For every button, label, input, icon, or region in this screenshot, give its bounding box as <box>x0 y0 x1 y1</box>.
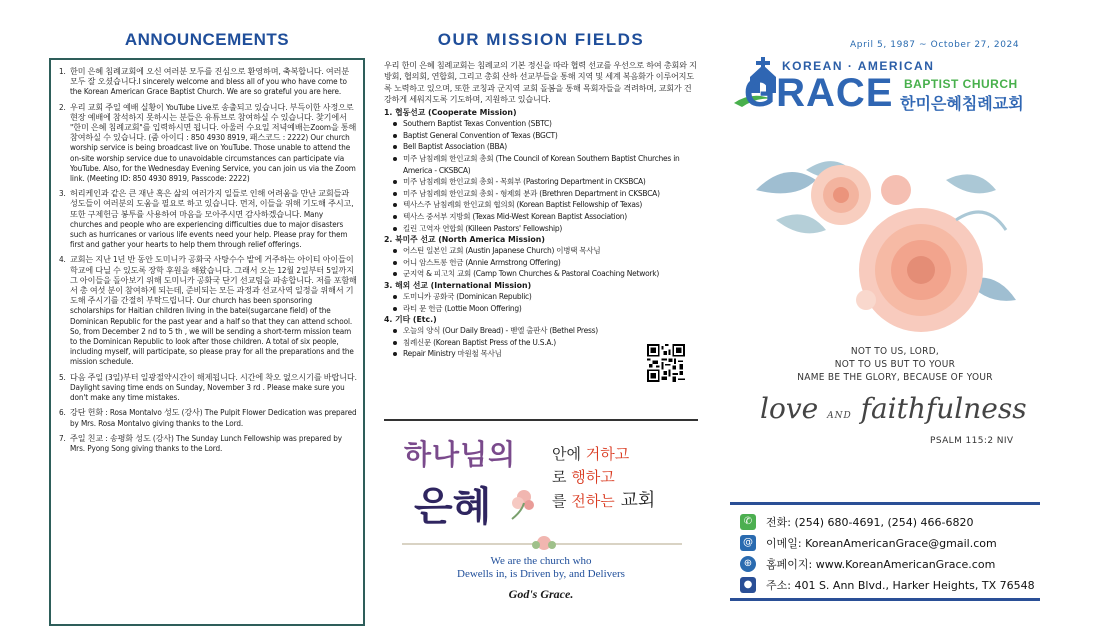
announcements-section <box>49 30 365 626</box>
mission-list-item: 도미니카 공화국 (Dominican Republic) <box>384 291 698 303</box>
mission-list-item: 텍사스주 남침례회 한인교회 협의회 (Korean Baptist Fellowship of Texas) <box>384 199 698 211</box>
announcement-item <box>59 188 357 249</box>
mission-list-item: 미주 남침례회 한인교회 총회 - 형제회 분과 (Brethren Department in CKSBCA) <box>384 188 698 200</box>
announcement-item <box>59 433 357 453</box>
contact-address <box>740 574 1040 595</box>
contact-web <box>740 553 1040 574</box>
contact-phone <box>740 511 1040 532</box>
announcement-number: 7. <box>59 432 66 443</box>
phone-icon: ✆ <box>740 514 756 530</box>
grace-english-text: We are the church who Dewells in, is Driven by, and Delivers <box>457 555 625 580</box>
mission-list-item: 오늘의 양식 (Our Daily Bread) - 벧엘 출판사 (Bethel Press) <box>384 325 698 337</box>
mission-section-title: 4. 기타 (Etc.) <box>384 315 437 325</box>
mission-list <box>384 245 698 280</box>
slogan-line-1: 안에 거하고 <box>552 445 630 463</box>
verse-reference: PSALM 115:2 NIV <box>930 436 1014 446</box>
mission-list-item: 킬린 고역자 연합회 (Killeen Pastors' Fellowship) <box>384 223 698 235</box>
mission-list-item: 군지역 & 피고치 교회 (Camp Town Churches & Pastoral Coaching Network) <box>384 268 698 280</box>
contact-address-text: 주소: 401 S. Ann Blvd., Harker Heights, TX 76548 <box>766 578 1035 592</box>
web-icon: ⊕ <box>740 556 756 572</box>
verse-love-faithfulness: love AND faithfulness <box>760 392 1027 425</box>
slogan-line-3: 를 전하는 교회 <box>552 490 656 511</box>
mission-list-item: 침례신문 (Korean Baptist Press of the U.S.A.) <box>384 337 698 349</box>
announcements-list <box>59 66 357 453</box>
email-icon: @ <box>740 535 756 551</box>
announcement-item <box>59 407 357 427</box>
mission-list-item: Bell Baptist Association (BBA) <box>384 141 698 153</box>
grace-graphic <box>384 425 698 615</box>
church-logo <box>732 55 1042 125</box>
mission-section <box>384 30 698 360</box>
announcement-number: 1. <box>59 66 66 76</box>
church-dates: April 5, 1987 ~ October 27, 2024 <box>850 40 1020 50</box>
grace-slogans <box>552 443 655 513</box>
announcement-number: 3. <box>59 188 66 199</box>
mission-list <box>384 291 698 314</box>
mission-list-item: 라티 문 헌금 (Lottie Moon Offering) <box>384 303 698 315</box>
announcement-text: 다음 주일 (3일)부터 일광절약시간이 해제됩니다. 시간에 착오 없으시기를 바랍니다. Daylight saving time ends on Sunday, November 3 rd . Please make sure you don't make any time mistakes. <box>70 371 357 403</box>
announcements-heading: ANNOUNCEMENTS <box>124 30 290 49</box>
flower-sprig-icon <box>504 483 544 523</box>
grace-english-tagline: God's Grace. <box>508 587 574 601</box>
announcements-box <box>49 58 365 626</box>
mission-list-item: Baptist General Convention of Texas (BGCT) <box>384 130 698 142</box>
verse-line-1: NOT TO US, LORD, <box>850 346 940 357</box>
logo-grace: GRACE <box>744 71 894 115</box>
announcement-number: 4. <box>59 254 66 265</box>
mission-list-item: 어니 암스트롱 헌금 (Annie Armstrong Offering) <box>384 257 698 269</box>
flower-garland-icon <box>514 533 574 553</box>
contact-phone-text: 전화: (254) 680-4691, (254) 466-6820 <box>766 515 974 529</box>
announcement-text: 한미 은혜 침례교회에 오신 여러분 모두를 진심으로 환영하며, 축복합니다. 여러분 모두 잘 오셨습니다.I sincerely welcome and bless all of you who have come to the Korean American Grace Baptist Church. We are so grateful you are here. <box>70 66 350 97</box>
announcement-item <box>59 66 357 97</box>
mission-section-title: 3. 해외 선교 (International Mission) <box>384 280 532 290</box>
contact-divider-top <box>730 502 1040 505</box>
announcement-item <box>59 102 357 184</box>
qr-code <box>647 344 685 382</box>
slogan-line-2: 로 행하고 <box>552 468 615 486</box>
logo-korean-american: KOREAN · AMERICAN <box>782 59 935 73</box>
logo-baptist-church: BAPTIST CHURCH <box>904 77 1018 91</box>
mission-list-item: 텍사스 중서부 지방회 (Texas Mid-West Korean Baptist Association) <box>384 211 698 223</box>
mission-heading: OUR MISSION FIELDS <box>437 30 645 49</box>
announcement-item <box>59 254 357 366</box>
bible-verse <box>750 345 1040 384</box>
location-icon: ● <box>740 577 756 593</box>
announcement-text: 교회는 지난 1년 반 동안 도미니카 공화국 사탕수수 밭에 거주하는 아이티 아이들이 학교에 다닐 수 있도록 장학 후원을 해왔습니다. 그래서 오는 12월 2일부터 5일까지 그 아이들을 돌아보기 위해 도미니카 공화국 단기 선교팀을 파송합니다. 저를 포함해서 총 여섯 분이 참여하게 되는데, 준비되는 모든 과정과 선교사역 일정을 위해서 기도해 주시기를 간절히 부탁드립니다. Our church has been sponsoring scholarships for Haitian children living in the batei(sugarcane field) of the Dominican Republic for the past year and a half so that they can attend school. So, from December 2 nd to 5 th , we will be sending a short-term mission team to the Dominican Republic to look after those children. A total of six people, including myself, will participate, so please pray for all the preparations and the mission schedule. <box>70 254 357 367</box>
announcement-item <box>59 372 357 403</box>
announcement-number: 2. <box>59 101 66 112</box>
announcement-number: 5. <box>59 371 66 382</box>
verse-line-3: NAME BE THE GLORY, BECAUSE OF YOUR <box>797 372 993 383</box>
mission-list-item: Repair Ministry 마원철 목사님 <box>384 348 698 360</box>
verse-line-2: NOT TO US BUT TO YOUR <box>834 359 956 370</box>
contact-email <box>740 532 1040 553</box>
grace-title-korean: 하나님의 <box>404 438 517 471</box>
contact-email-text[interactable]: 이메일: KoreanAmericanGrace@gmail.com <box>766 536 997 550</box>
announcement-number: 6. <box>59 407 66 418</box>
contact-divider-bottom <box>730 598 1040 601</box>
grace-title-korean-2: 은혜 <box>414 483 492 530</box>
mission-sections <box>384 107 698 360</box>
mission-list-item: 미주 남침례회 한인교회 총회 (The Council of Korean Southern Baptist Churches in America - CKSBCA) <box>384 153 698 176</box>
contact-info <box>740 511 1040 595</box>
mission-list <box>384 118 698 234</box>
mission-section-title: 2. 북미주 선교 (North America Mission) <box>384 235 545 245</box>
logo-korean-name: 한미은혜침례교회 <box>900 94 1024 113</box>
contact-web-text[interactable]: 홈페이지: www.KoreanAmericanGrace.com <box>766 557 996 571</box>
mission-list-item: Southern Baptist Texas Convention (SBTC) <box>384 118 698 130</box>
announcement-text: 강단 헌화 : Rosa Montalvo 성도 (강사) The Pulpit Flower Dedication was prepared by Mrs. Rosa Montalvo giving thanks to the Lord. <box>70 407 357 428</box>
mission-section-title: 1. 협동선교 (Cooperate Mission) <box>384 108 517 118</box>
mission-list-item: 어스틴 일본인 교회 (Austin Japanese Church) 이병택 목사님 <box>384 245 698 257</box>
announcement-text: 허리케인과 같은 큰 재난 혹은 삶의 여러가지 일들로 인해 어려움을 만난 교회들과 성도들이 여러분의 도움을 필요로 하고 있습니다. 먼저, 이들을 위해 기도해 주시고, 또한 구제헌금 봉투를 사용하여 마음을 모아주시면 감사하겠습니다. Many churches and people who are experiencing difficulties due to major disasters such as hurricanes or various life events need your help. Please pray for them first and gather your hearts to help them through relief offerings. <box>70 188 354 250</box>
announcement-text: 우리 교회 주일 예배 실황이 YouTube Live로 송출되고 있습니다. 부득이한 사정으로 현장 예배에 참석하지 못하시는 분들은 유튜브로 참여하실 수 있습니다. 찾기에서 "한미 은혜 침례교회"를 입력하시면 됩니다. 아울러 수요일 저녁예배는Zoom을 통해 참여하실 수 있습니다. (줌 아이디 : 850 4930 8919, 패스코드 : 2222) Our church worship service is being broadcast live on YouTube. Those unable to attend the on-site worship service due to unavoidable circumstances can participate via YouTube. Also, for the Wednesday Evening Service, you can join us via the Zoom link. (Meeting ID: 850 4930 8919, Passcode: 2222) <box>70 101 357 184</box>
mission-intro: 우리 한미 은혜 침례교회는 침례교의 기본 정신을 따라 협력 선교를 우선으로 하여 총회와 지방회, 협의회, 연합회, 그리고 총회 산하 선교부들을 통해 지역 및 세계 복음화가 이루어지도록 노력하고 있으며, 또한 코칭과 군지역 교회 돌봄을 통해 목회자들을 격려하며, 교회가 건강하게 세워지도록 기도하며, 지원하고 있습니다. <box>384 60 697 104</box>
announcement-text: 주일 친교 : 송평화 성도 (강사) The Sunday Lunch Fellowship was prepared by Mrs. Pyong Song giving thanks to the Lord. <box>70 432 342 453</box>
mission-divider <box>384 419 698 421</box>
mission-list-item: 미주 남침례회 한인교회 총회 - 목회부 (Pastoring Department in CKSBCA) <box>384 176 698 188</box>
watercolor-flowers-illustration <box>746 150 1046 350</box>
